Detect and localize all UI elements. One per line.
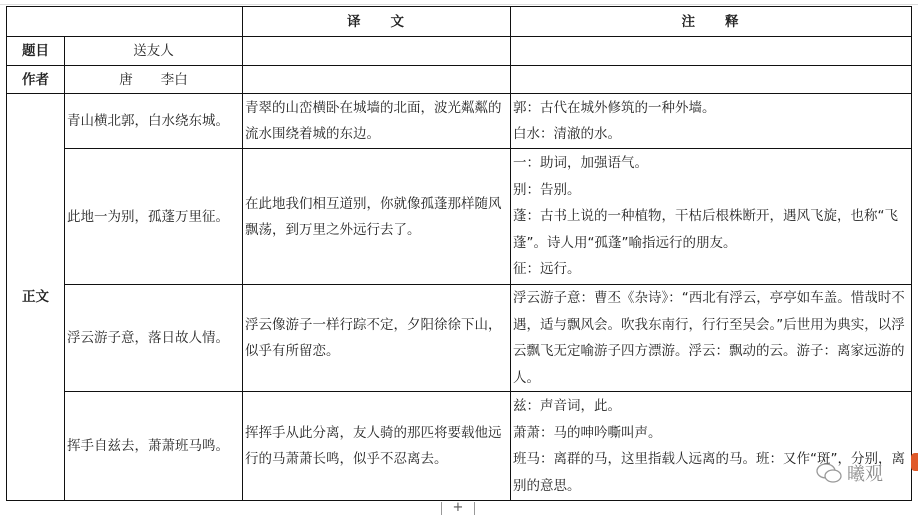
header-translation: 译 文 [243,7,511,37]
notes-cell: 郭：古代在城外修筑的一种外墙。 白水：清澈的水。 [511,94,912,149]
wechat-icon [815,462,843,484]
empty-cell [511,66,912,94]
add-row-button[interactable]: + [441,502,475,515]
author-row [7,66,912,94]
poem-line: 此地一为别，孤蓬万里征。 [65,149,243,285]
empty-cell [243,37,511,66]
header-empty-cell [7,7,243,37]
poem-line: 青山横北郭，白水绕东城。 [65,94,243,149]
title-label: 题目 [7,37,65,66]
poem-line: 挥手自兹去，萧萧班马鸣。 [65,392,243,501]
table-row [7,94,912,149]
empty-cell [243,66,511,94]
header-notes: 注 释 [511,7,912,37]
title-row [7,37,912,66]
watermark-text: 曦观 [847,464,883,485]
table-row [7,392,912,501]
poem-table [6,6,912,501]
author-value: 唐 李白 [65,66,243,94]
body-label: 正文 [7,94,65,501]
empty-cell [511,37,912,66]
window-top-edge [0,0,918,5]
table-row [7,149,912,285]
notes-cell: 浮云游子意：曹丕《杂诗》：“西北有浮云，亭亭如车盖。惜哉时不遇，适与飘风会。吹我东南行，行行至吴会。”后世用为典实，以浮云飘飞无定喻游子四方漂游。浮云：飘动的云。游子：离家远游的人。 [511,285,912,392]
notes-cell: 兹：声音词，此。 萧萧：马的呻吟嘶叫声。 班马：离群的马，这里指载人远离的马。班：又作“斑”，分别，离别的意思。 [511,392,912,501]
poem-line: 浮云游子意，落日故人情。 [65,285,243,392]
translation-cell: 青翠的山峦横卧在城墙的北面，波光粼粼的流水围绕着城的东边。 [243,94,511,149]
translation-cell: 挥挥手从此分离，友人骑的那匹将要载他远行的马萧萧长鸣，似乎不忍离去。 [243,392,511,501]
side-badge-icon [911,453,918,471]
table-row [7,285,912,392]
notes-cell: 一：助词，加强语气。 别：告别。 蓬：古书上说的一种植物，干枯后根株断开，遇风飞旋，也称“飞蓬”。诗人用“孤蓬”喻指远行的朋友。 征：远行。 [511,149,912,285]
header-row [7,7,912,37]
watermark [815,460,883,486]
title-value: 送友人 [65,37,243,66]
translation-cell: 在此地我们相互道别，你就像孤蓬那样随风飘荡，到万里之外远行去了。 [243,149,511,285]
translation-cell: 浮云像游子一样行踪不定，夕阳徐徐下山，似乎有所留恋。 [243,285,511,392]
author-label: 作者 [7,66,65,94]
